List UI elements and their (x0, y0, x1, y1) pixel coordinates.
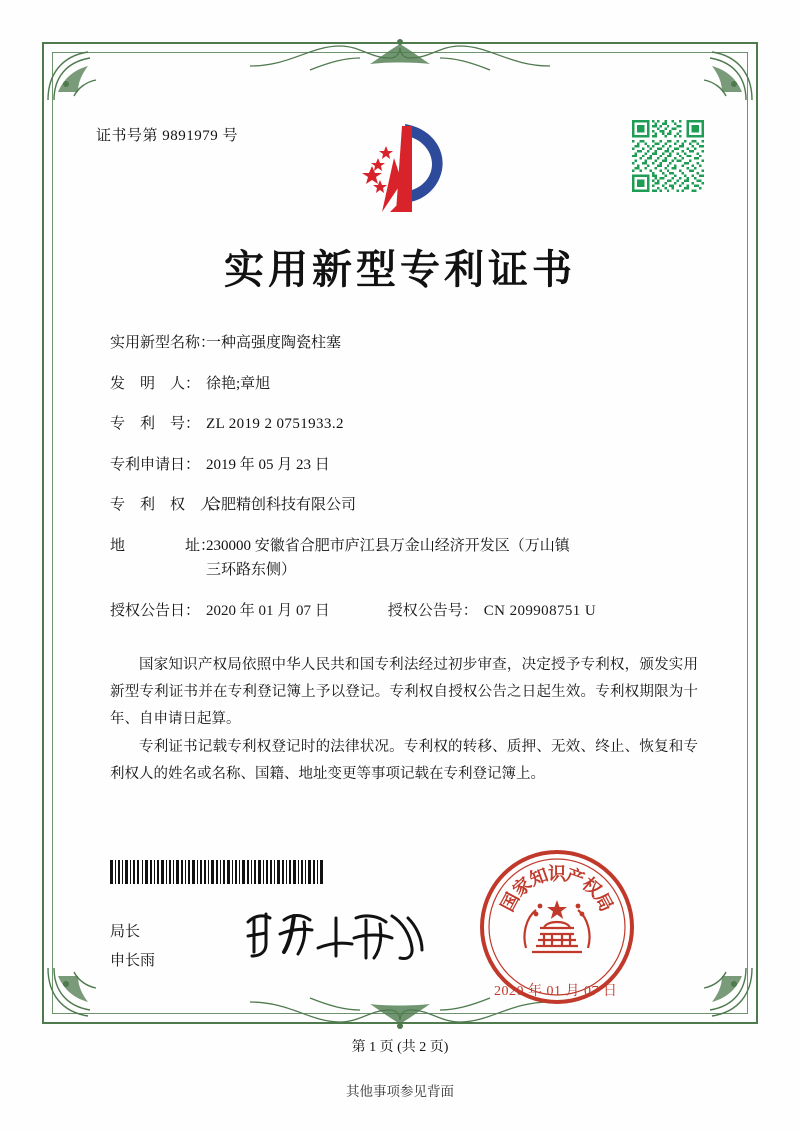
field-label-inventor: 发 明 人： (110, 375, 201, 392)
field-label-grant-number: 授权公告号： (387, 602, 478, 619)
footer-note: 其他事项参见背面 (346, 1084, 454, 1099)
legal-paragraph-2: 专利证书记载专利权登记时的法律状况。专利权的转移、质押、无效、终止、恢复和专利权人的姓名或名称、国籍、地址变更等事项记载在专利登记簿上。 (110, 739, 698, 783)
svg-text:权: 权 (578, 873, 606, 901)
legal-text-block (110, 652, 698, 790)
corner-ornament-icon (686, 964, 756, 1024)
svg-text:识: 识 (548, 864, 566, 884)
field-value-patent-number: ZL 2019 2 0751933.2 (206, 416, 344, 432)
page-title: 实用新型专利证书 (224, 247, 576, 292)
barcode (110, 860, 325, 884)
top-flourish-ornament-icon (250, 36, 550, 76)
address-line-1: 230000 安徽省合肥市庐江县万金山经济开发区（万山镇 (206, 537, 570, 554)
qr-code-icon (632, 120, 704, 192)
field-value-inventor: 徐艳;章旭 (206, 375, 271, 392)
field-row (110, 415, 710, 435)
field-row (110, 334, 710, 354)
handwritten-signature (240, 900, 430, 970)
director-role-label: 局长 (110, 924, 141, 940)
signature-block (110, 918, 155, 975)
field-label-application-date: 专利申请日： (110, 456, 201, 473)
corner-ornament-icon (44, 44, 114, 104)
field-row (110, 496, 710, 516)
svg-text:国: 国 (497, 889, 524, 915)
field-list (110, 334, 710, 642)
field-label-address: 地 址： (110, 537, 216, 554)
corner-ornament-icon (686, 44, 756, 104)
address-line-2: 三环路东侧） (206, 562, 297, 578)
field-value-grant-date: 2020 年 01 月 07 日 (206, 602, 330, 619)
field-label-grant-date: 授权公告日： (110, 602, 201, 619)
svg-text:知: 知 (526, 864, 551, 890)
corner-ornament-icon (44, 964, 114, 1024)
field-label-patentee: 专 利 权 人： (110, 497, 231, 513)
field-value-grant-number: CN 209908751 U (483, 602, 597, 619)
field-value-utility-model-name: 一种高强度陶瓷柱塞 (206, 335, 342, 351)
legal-paragraph-1: 国家知识产权局依照中华人民共和国专利法经过初步审查，决定授予专利权，颁发实用新型专利证书并在专利登记簿上予以登记。专利权自授权公告之日起生效。专利权期限为十年、自申请日起算。 (110, 657, 698, 727)
field-row-grant (110, 602, 710, 622)
field-row (110, 537, 710, 581)
field-value-address (206, 537, 710, 581)
svg-text:家: 家 (508, 873, 536, 901)
svg-text:局: 局 (590, 889, 617, 915)
cnipa-logo-icon (350, 118, 460, 218)
seal-date: 2020 年 01 月 07 日 (494, 984, 618, 999)
field-row (110, 456, 710, 476)
director-name-label: 申长雨 (110, 952, 156, 969)
page-indicator: 第 1 页 (共 2 页) (351, 1040, 449, 1055)
field-value-patentee: 合肥精创科技有限公司 (206, 497, 357, 513)
svg-text:产: 产 (563, 864, 588, 890)
field-value-application-date: 2019 年 05 月 23 日 (206, 456, 330, 473)
field-label-utility-model-name: 实用新型名称： (110, 335, 216, 351)
field-label-patent-number: 专 利 号： (110, 416, 201, 432)
field-row (110, 375, 710, 395)
certificate-number: 证书号第 9891979 号 (96, 128, 239, 144)
